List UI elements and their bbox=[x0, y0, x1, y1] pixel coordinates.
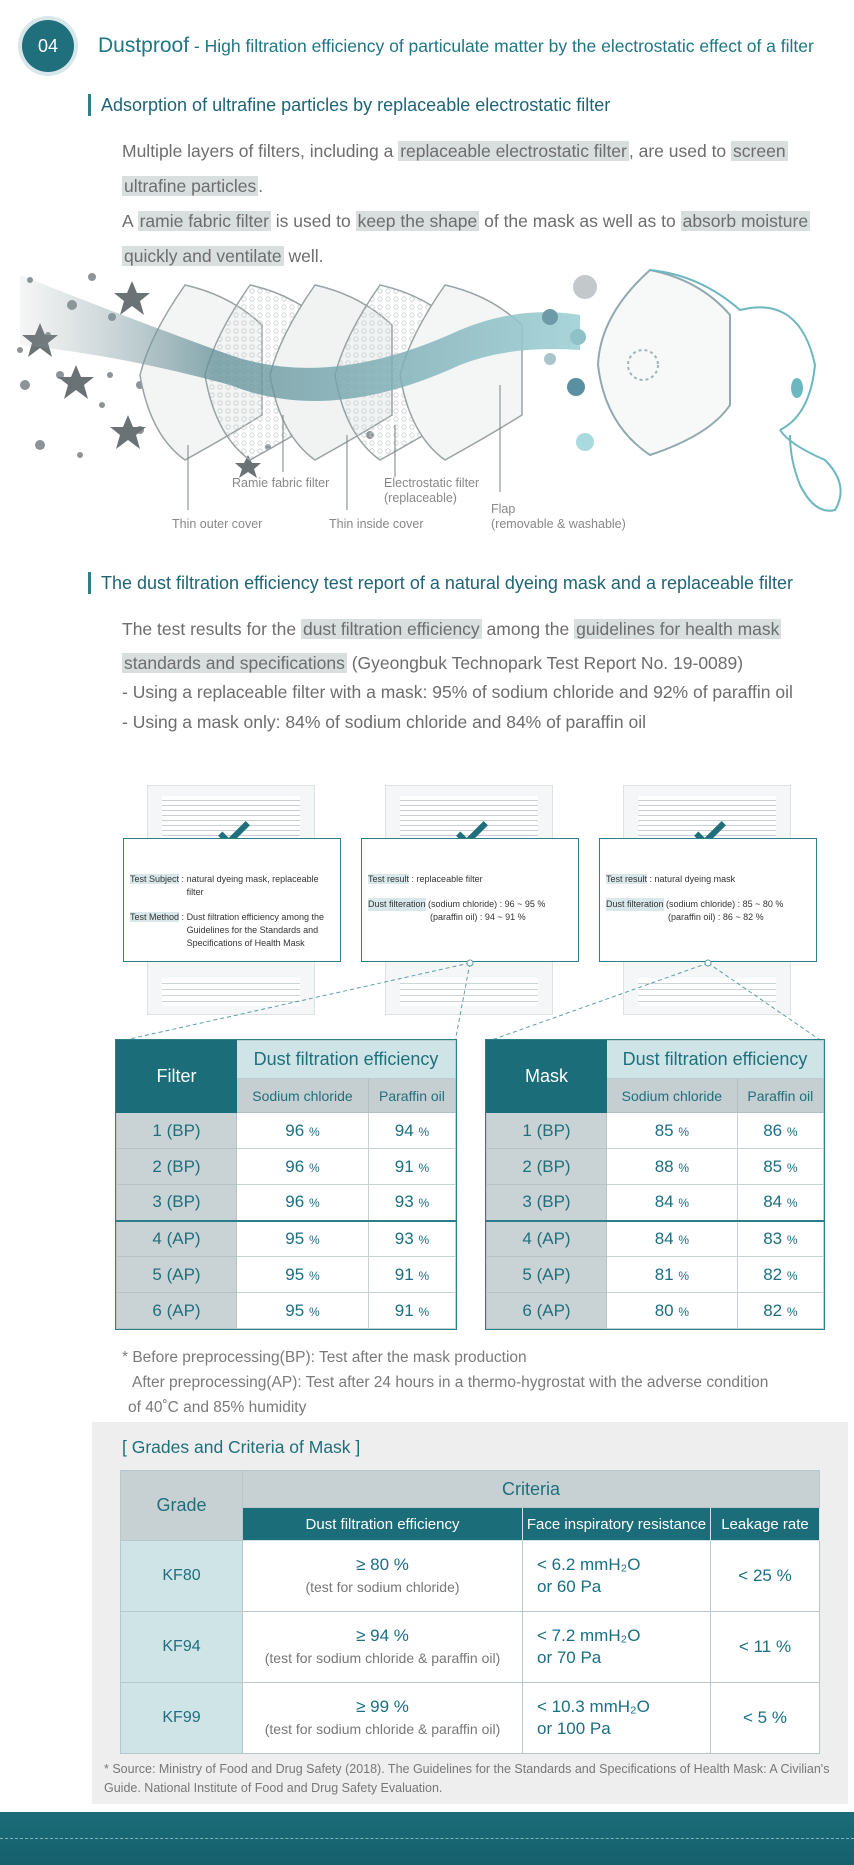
paraffin-value: 85 % bbox=[737, 1149, 823, 1185]
report-summary-3: Test result : natural dyeing mask Dust filteration (sodium chloride) : 85 ~ 80 % (paraffin oil) : 86 ~ 82 % bbox=[599, 838, 817, 962]
row-label: 5 (AP) bbox=[117, 1257, 237, 1293]
mask-efficiency-table bbox=[486, 1040, 824, 1329]
note-before-preprocessing: * Before preprocessing(BP): Test after the mask production bbox=[122, 1349, 527, 1366]
table-row bbox=[117, 1113, 456, 1149]
grade-header: Grade bbox=[121, 1471, 243, 1541]
section-heading-test-report: The dust filtration efficiency test report of a natural dyeing mask and a replaceable filter bbox=[88, 572, 793, 594]
table-row bbox=[487, 1149, 824, 1185]
grades-table bbox=[120, 1470, 820, 1754]
table-title: Dust filtration efficiency bbox=[237, 1041, 456, 1079]
table-row bbox=[487, 1185, 824, 1221]
grade-name: KF99 bbox=[121, 1683, 243, 1754]
paraffin-value: 82 % bbox=[737, 1293, 823, 1329]
table-row bbox=[121, 1541, 820, 1612]
row-label: 4 (AP) bbox=[117, 1221, 237, 1257]
dust-criterion: ≥ 99 % (test for sodium chloride & paraffin oil) bbox=[243, 1683, 523, 1754]
leakage-criterion: < 11 % bbox=[711, 1612, 820, 1683]
paraffin-value: 93 % bbox=[368, 1221, 455, 1257]
sodium-value: 95 % bbox=[237, 1293, 369, 1329]
face-resistance-criterion: < 10.3 mmH₂O or 100 Pa bbox=[523, 1683, 711, 1754]
face-resistance-criterion: < 7.2 mmH₂O or 70 Pa bbox=[523, 1612, 711, 1683]
sodium-value: 96 % bbox=[237, 1185, 369, 1221]
report-summary-2: Test result : replaceable filter Dust filteration (sodium chloride) : 96 ~ 95 % (paraffin oil) : 94 ~ 91 % bbox=[361, 838, 579, 962]
paragraph-ramie: A ramie fabric filter is used to keep the shape of the mask as well as to absorb moisture quickly and ventilate well. bbox=[122, 211, 809, 266]
sodium-value: 95 % bbox=[237, 1221, 369, 1257]
table-row bbox=[117, 1221, 456, 1257]
label-electrostatic-filter: Electrostatic filter bbox=[384, 476, 480, 490]
filter-efficiency-table bbox=[116, 1040, 456, 1329]
label-ramie-filter: Ramie fabric filter bbox=[232, 476, 330, 490]
leakage-criterion: < 5 % bbox=[711, 1683, 820, 1754]
column-header: Leakage rate bbox=[711, 1508, 820, 1541]
table-row bbox=[117, 1185, 456, 1221]
label-inside-cover: Thin inside cover bbox=[329, 517, 424, 531]
row-label: 3 (BP) bbox=[487, 1185, 607, 1221]
column-header: Sodium chloride bbox=[607, 1079, 738, 1113]
paraffin-value: 82 % bbox=[737, 1257, 823, 1293]
sodium-value: 80 % bbox=[607, 1293, 738, 1329]
table-row bbox=[487, 1257, 824, 1293]
section-heading-adsorption: Adsorption of ultrafine particles by replaceable electrostatic filter bbox=[88, 94, 610, 116]
column-header: Paraffin oil bbox=[737, 1079, 823, 1113]
sodium-value: 85 % bbox=[607, 1113, 738, 1149]
note-after-preprocessing: After preprocessing(AP): Test after 24 hours in a thermo-hygrostat with the adverse condition bbox=[132, 1374, 769, 1391]
paraffin-value: 91 % bbox=[368, 1257, 455, 1293]
table-row-header: Filter bbox=[117, 1041, 237, 1113]
table-row bbox=[121, 1612, 820, 1683]
table-row bbox=[487, 1113, 824, 1149]
leakage-criterion: < 25 % bbox=[711, 1541, 820, 1612]
sodium-value: 81 % bbox=[607, 1257, 738, 1293]
page-title: Dustproof - High filtration efficiency of particulate matter by the electrostatic effect of a filter bbox=[98, 34, 814, 57]
paragraph-filters: Multiple layers of filters, including a replaceable electrostatic filter , are used to screen ultrafine particles . bbox=[122, 141, 786, 196]
table-row bbox=[487, 1293, 824, 1329]
paraffin-value: 86 % bbox=[737, 1113, 823, 1149]
label-outer-cover: Thin outer cover bbox=[172, 517, 263, 531]
paraffin-value: 91 % bbox=[368, 1149, 455, 1185]
row-label: 1 (BP) bbox=[487, 1113, 607, 1149]
table-title: Dust filtration efficiency bbox=[607, 1041, 824, 1079]
column-header: Sodium chloride bbox=[237, 1079, 369, 1113]
sodium-value: 95 % bbox=[237, 1257, 369, 1293]
table-row bbox=[121, 1683, 820, 1754]
sodium-value: 96 % bbox=[237, 1149, 369, 1185]
note-conditions: of 40˚C and 85% humidity bbox=[128, 1399, 307, 1416]
row-label: 4 (AP) bbox=[487, 1221, 607, 1257]
source-citation: * Source: Ministry of Food and Drug Safety (2018). The Guidelines for the Standards and Specifications of Health Mask: A Civilian's Guide. National Institute of Food and Drug Safety Evaluation. bbox=[104, 1762, 830, 1795]
paraffin-value: 91 % bbox=[368, 1293, 455, 1329]
label-electrostatic-note: (replaceable) bbox=[384, 491, 457, 505]
column-header: Face inspiratory resistance bbox=[523, 1508, 711, 1541]
page-subtitle: - High filtration efficiency of particulate matter by the electrostatic effect of a filter bbox=[189, 36, 814, 56]
label-flap: Flap bbox=[491, 502, 516, 516]
bullet-mask-only: - Using a mask only: 84% of sodium chloride and 84% of paraffin oil bbox=[122, 712, 646, 732]
criteria-header: Criteria bbox=[243, 1471, 820, 1508]
sodium-value: 96 % bbox=[237, 1113, 369, 1149]
row-label: 6 (AP) bbox=[117, 1293, 237, 1329]
row-label: 2 (BP) bbox=[487, 1149, 607, 1185]
table-row-header: Mask bbox=[487, 1041, 607, 1113]
paraffin-value: 93 % bbox=[368, 1185, 455, 1221]
row-label: 5 (AP) bbox=[487, 1257, 607, 1293]
table-row bbox=[117, 1293, 456, 1329]
paraffin-value: 84 % bbox=[737, 1185, 823, 1221]
column-header: Paraffin oil bbox=[368, 1079, 455, 1113]
dust-criterion: ≥ 94 % (test for sodium chloride & paraffin oil) bbox=[243, 1612, 523, 1683]
bullet-filter-with-mask: - Using a replaceable filter with a mask: 95% of sodium chloride and 92% of paraffin oil bbox=[122, 682, 793, 702]
dust-criterion: ≥ 80 % (test for sodium chloride) bbox=[243, 1541, 523, 1612]
paraffin-value: 83 % bbox=[737, 1221, 823, 1257]
sodium-value: 84 % bbox=[607, 1221, 738, 1257]
row-label: 2 (BP) bbox=[117, 1149, 237, 1185]
row-label: 3 (BP) bbox=[117, 1185, 237, 1221]
row-label: 1 (BP) bbox=[117, 1113, 237, 1149]
grade-name: KF80 bbox=[121, 1541, 243, 1612]
table-row bbox=[487, 1221, 824, 1257]
table-row bbox=[117, 1257, 456, 1293]
grades-title: [ Grades and Criteria of Mask ] bbox=[122, 1437, 361, 1457]
paraffin-value: 94 % bbox=[368, 1113, 455, 1149]
sodium-value: 88 % bbox=[607, 1149, 738, 1185]
row-label: 6 (AP) bbox=[487, 1293, 607, 1329]
grade-name: KF94 bbox=[121, 1612, 243, 1683]
footer-band bbox=[0, 1812, 854, 1865]
column-header: Dust filtration efficiency bbox=[243, 1508, 523, 1541]
paragraph-test-results: The test results for the dust filtration efficiency among the guidelines for health mask standards and specifications (Gyeongbuk Technopark Test Report No. 19-0089) bbox=[122, 619, 780, 673]
table-row bbox=[117, 1149, 456, 1185]
label-flap-note: (removable & washable) bbox=[491, 517, 626, 531]
section-number-badge: 04 bbox=[22, 20, 74, 72]
report-summary-1: Test Subject : natural dyeing mask, replaceable filter Test Method : Dust filtration efficiency among the Guidelines for the Standards and Specifications of Health Mask bbox=[123, 838, 341, 962]
sodium-value: 84 % bbox=[607, 1185, 738, 1221]
face-resistance-criterion: < 6.2 mmH₂O or 60 Pa bbox=[523, 1541, 711, 1612]
